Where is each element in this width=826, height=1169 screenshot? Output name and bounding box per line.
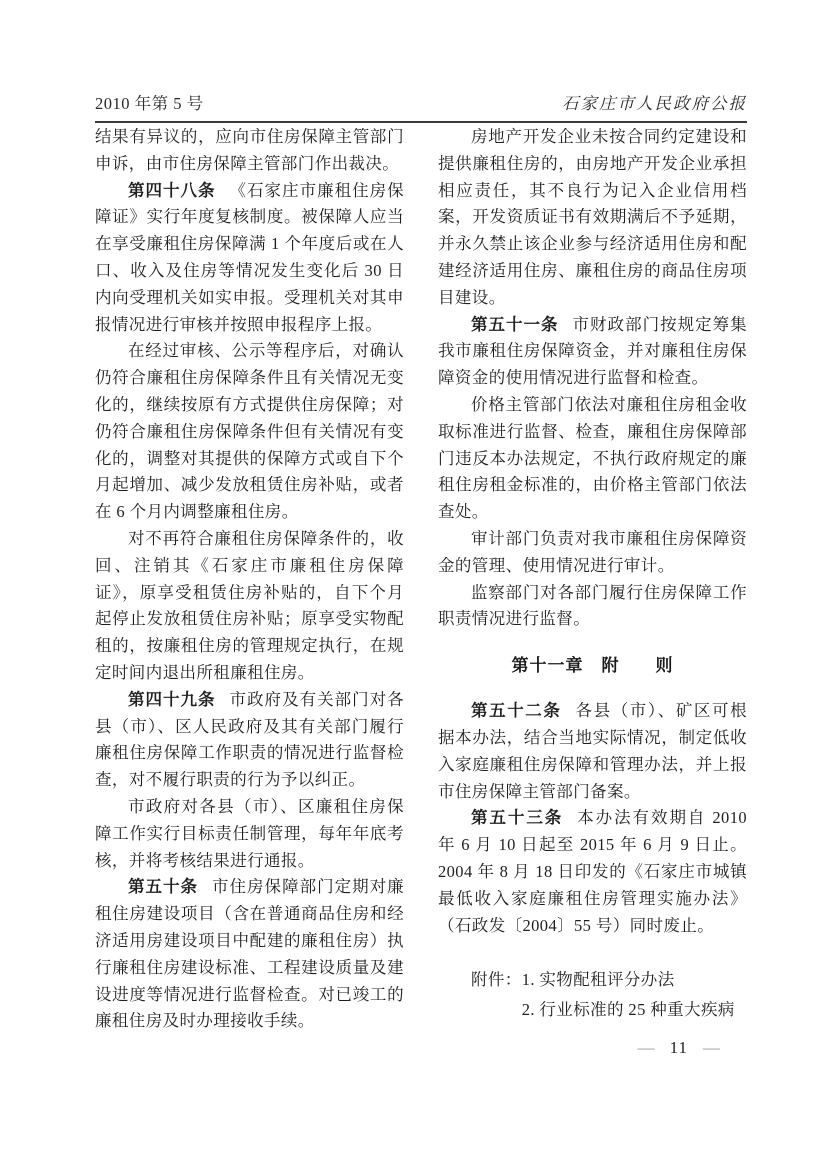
- gazette-title: 石家庄市人民政府公报: [562, 94, 747, 113]
- attachment-block: [471, 965, 747, 1025]
- attachment-item: 1. 实物配租评分办法: [521, 970, 675, 990]
- attachment-item: 2. 行业标准的 25 种重大疾病: [521, 1000, 735, 1020]
- article-number: 第五十一条: [471, 314, 559, 334]
- footer-dash-right: —: [703, 1038, 720, 1057]
- paragraph: 监察部门对各部门履行住房保障工作职责情况进行监督。: [438, 582, 747, 629]
- paragraph: 第五十条 市住房保障部门定期对廉租住房建设项目（含在普通商品住房和经济适用房建设项目中配建的廉租住房）执行廉租住房建设标准、工程建设质量及建设进度等情况进行监督检查。对已竣工的廉租住房及时办理接收手续。: [95, 877, 404, 1031]
- document-body: [95, 124, 747, 1035]
- page-number: 11: [669, 1038, 688, 1057]
- paragraph: 第五十三条 本办法有效期自 2010 年 6 月 10 日起至 2015 年 6 月 9 日止。2004 年 8 月 18 日印发的《石家庄市城镇最低收入家庭廉租住房管理实施办法》（石政发〔2004〕55 号）同时废止。: [438, 808, 747, 935]
- chapter-heading: 第十一章 附 则: [511, 656, 674, 676]
- paragraph: 对不再符合廉租住房保障条件的，收回、注销其《石家庄市廉租住房保障证》，原享受租赁住房补贴的，自下个月起停止发放租赁住房补贴；原享受实物配租的，按廉租住房的管理规定执行，在规定时间内退出所租廉租住房。: [95, 528, 404, 682]
- page-header: [95, 90, 747, 123]
- paragraph: 房地产开发企业未按合同约定建设和提供廉租住房的，由房地产开发企业承担相应责任，其不良行为记入企业信用档案，开发资质证书有效期满后不予延期，并永久禁止该企业参与经济适用住房和配建经济适用住房、廉租住房的商品住房项目建设。: [438, 127, 747, 307]
- paragraph: 在经过审核、公示等程序后，对确认仍符合廉租住房保障条件且有关情况无变化的，继续按原有方式提供住房保障；对仍符合廉租住房保障条件但有关情况有变化的，调整对其提供的保障方式或自下个月起增加、减少发放租赁住房补贴，或者在 6 个月内调整廉租住房。: [95, 341, 404, 522]
- article-number: 第五十二条: [471, 701, 562, 721]
- paragraph: 价格主管部门依法对廉租住房租金收取标准进行监督、检查，廉租住房保障部门违反本办法规定，不执行政府规定的廉租住房租金标准的，由价格主管部门依法查处。: [438, 394, 747, 522]
- footer-dash-left: —: [637, 1038, 655, 1057]
- paragraph: 第四十九条 市政府及有关部门对各县（市）、区人民政府及其有关部门履行廉租住房保障工作职责的情况进行监督检查，对不履行职责的行为予以纠正。: [95, 689, 405, 790]
- attachment-items: [522, 965, 735, 1025]
- article-number: 第五十条: [128, 877, 199, 897]
- paragraph: 结果有异议的，应向市住房保障主管部门申诉，由市住房保障主管部门作出裁决。: [95, 127, 404, 173]
- right-column: [438, 124, 747, 1035]
- left-column: [95, 124, 404, 1035]
- paragraph: 第五十一条 市财政部门按规定筹集我市廉租住房保障资金，并对廉租住房保障资金的使用情况进行监督和检查。: [438, 314, 748, 388]
- attachment-label: 附件：: [471, 970, 522, 990]
- article-number: 第四十八条: [128, 180, 216, 200]
- paragraph: 第五十二条 各县（市）、矿区可根据本办法，结合当地实际情况，制定低收入家庭廉租住房保障和管理办法，并上报市住房保障主管部门备案。: [438, 701, 748, 801]
- paragraph: 第四十八条 《石家庄市廉租住房保障证》实行年度复核制度。被保障人应当在享受廉租住房保障满 1 个年度后或在人口、收入及住房等情况发生变化后 30 日内向受理机关如实申报。受理机关对其申报情况进行审核并按照申报程序上报。: [95, 180, 405, 334]
- article-number: 第五十三条: [471, 808, 564, 828]
- issue-number: 2010 年第 5 号: [95, 94, 204, 113]
- paragraph: 市政府对各县（市）、区廉租住房保障工作实行目标责任制管理，每年年底考核，并将考核结果进行通报。: [95, 796, 404, 870]
- article-number: 第四十九条: [128, 689, 216, 709]
- paragraph: 审计部门负责对我市廉租住房保障资金的管理、使用情况进行审计。: [438, 528, 747, 575]
- page-footer: [0, 1038, 720, 1058]
